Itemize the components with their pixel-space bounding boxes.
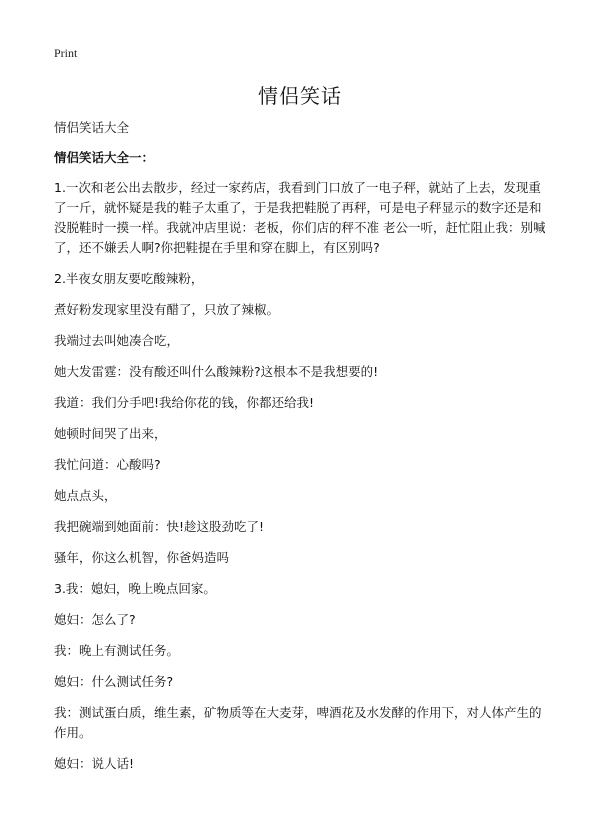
- paragraph: 我忙问道：心酸吗?: [54, 457, 161, 472]
- paragraph: 我：测试蛋白质，维生素，矿物质等在大麦芽，啤酒花及水发酵的作用下，对人体产生的作用。: [54, 705, 542, 740]
- paragraph: 1.一次和老公出去散步，经过一家药店，我看到门口放了一电子秤，就站了上去，发现重了一斤，就怀疑是我的鞋子太重了，于是我把鞋脱了再秤，可是电子秤显示的数字还是和没脱鞋时一摸一样。我就冲店里说：老板，你们店的秤不准 老公一听，赶忙阻止我：别喊了，还不嫌丢人啊?你把鞋提在手里和穿在脚上，有区别吗?: [54, 180, 546, 255]
- page-title: 情侣笑话: [258, 84, 342, 108]
- paragraph: 骚年，你这么机智，你爸妈造吗: [54, 550, 230, 565]
- paragraph: 媳妇：说人话!: [54, 756, 135, 771]
- paragraph: 我道：我们分手吧!我给你花的钱，你都还给我!: [54, 395, 315, 410]
- paragraph: 她点点头，: [54, 488, 117, 503]
- article-body: [54, 118, 552, 785]
- paragraph: 媳妇：什么测试任务?: [54, 674, 174, 689]
- paragraph: 媳妇：怎么了?: [54, 612, 136, 627]
- paragraph: 我把碗端到她面前：快!趁这股劲吃了!: [54, 519, 265, 534]
- paragraph: 我：晚上有测试任务。: [54, 643, 180, 658]
- paragraph: 我端过去叫她凑合吃，: [54, 333, 180, 348]
- article-subtitle: 情侣笑话大全: [54, 120, 130, 135]
- paragraph: 她顿时间哭了出来，: [54, 426, 167, 441]
- paragraph: 2.半夜女朋友要吃酸辣粉，: [54, 271, 204, 286]
- paragraph: 3.我：媳妇，晚上晚点回家。: [54, 581, 216, 596]
- section-heading: 情侣笑话大全一：: [54, 150, 155, 165]
- print-link[interactable]: Print: [54, 46, 78, 60]
- paragraph: 煮好粉发现家里没有醋了，只放了辣椒。: [54, 302, 280, 317]
- paragraph: 她大发雷霆：没有酸还叫什么酸辣粉?这根本不是我想要的!: [54, 364, 379, 379]
